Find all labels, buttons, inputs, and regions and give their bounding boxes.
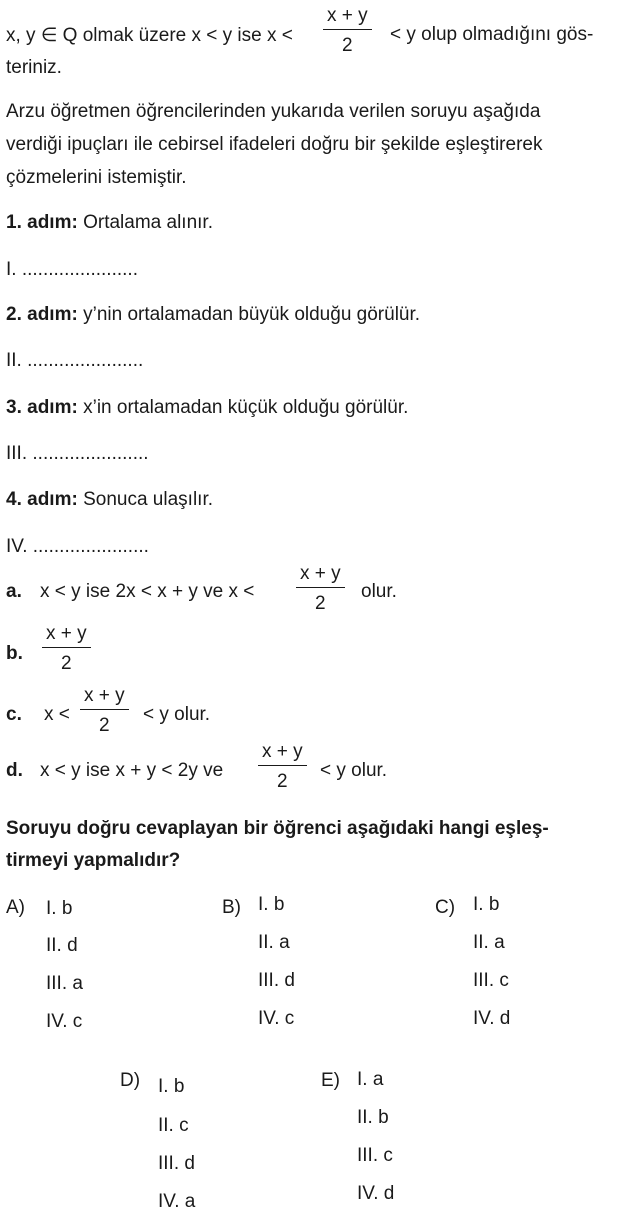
option-b-item-3: III. d [258, 970, 295, 991]
expression-a-pre: x < y ise 2x < x + y ve x < [40, 581, 255, 602]
blank-2 [6, 350, 143, 372]
option-b[interactable] [222, 897, 241, 919]
fraction-numerator: x + y [262, 741, 303, 762]
expression-c-fraction [80, 686, 129, 735]
option-a-item-3: III. a [46, 973, 83, 994]
expression-d-post: < y olur. [320, 760, 388, 781]
option-a-item-1: I. b [46, 898, 73, 919]
option-b-item-4: IV. c [258, 1008, 295, 1029]
fraction-numerator: x + y [300, 563, 341, 584]
option-e[interactable] [321, 1070, 340, 1092]
option-a-item-4: IV. c [46, 1011, 83, 1032]
step-1 [6, 212, 213, 234]
blank-dots: ...................... [27, 350, 144, 371]
expression-a-post: olur. [361, 581, 397, 602]
step-text: y’nin ortalamadan büyük olduğu görülür. [77, 304, 421, 325]
fraction-numerator: x + y [84, 685, 125, 706]
step-text: Ortalama alınır. [77, 212, 213, 233]
expression-b-fraction [42, 624, 91, 673]
expression-a-fraction [296, 564, 345, 613]
option-d[interactable] [120, 1070, 140, 1092]
option-e-item-1: I. a [357, 1069, 384, 1090]
prompt-line1: Soruyu doğru cevaplayan bir öğrenci aşağıdaki hangi eşleş- [6, 818, 549, 839]
prompt-line2: tirmeyi yapmalıdır? [6, 850, 181, 871]
step-text: Sonuca ulaşılır. [77, 489, 214, 510]
blank-dots: ...................... [21, 259, 138, 280]
option-b-item-1: I. b [258, 894, 285, 915]
question-line1-end: < y olup olmadığını gös- [390, 24, 594, 45]
option-letter: D) [120, 1070, 141, 1091]
step-3 [6, 397, 408, 419]
step-label: 3. adım: [6, 397, 78, 418]
blank-label: IV. [6, 536, 28, 557]
blank-4 [6, 536, 149, 558]
fraction-numerator: x + y [327, 5, 368, 26]
option-d-item-2: II. c [158, 1115, 189, 1136]
intro-line2: verdiği ipuçları ile cebirsel ifadeleri doğru bir şekilde eşleştirerek [6, 134, 543, 155]
fraction-denominator: 2 [99, 715, 110, 736]
question-line1-start: x, y ∈ Q olmak üzere x < y ise x < [6, 25, 293, 46]
step-label: 4. adım: [6, 489, 78, 510]
blank-dots: ...................... [32, 443, 149, 464]
step-label: 2. adım: [6, 304, 78, 325]
step-text: x’in ortalamadan küçük olduğu görülür. [77, 397, 409, 418]
expression-b-letter: b. [6, 643, 23, 664]
fraction-denominator: 2 [342, 35, 353, 56]
expression-d-fraction [258, 742, 307, 791]
option-letter: E) [321, 1070, 340, 1091]
expression-c-post: < y olur. [143, 704, 211, 725]
blank-dots: ...................... [32, 536, 149, 557]
option-b-item-2: II. a [258, 932, 290, 953]
fraction-denominator: 2 [61, 653, 72, 674]
expression-c-letter: c. [6, 704, 22, 725]
blank-1 [6, 259, 138, 281]
fraction-denominator: 2 [277, 771, 288, 792]
option-e-item-3: III. c [357, 1145, 393, 1166]
blank-label: I. [6, 259, 17, 280]
option-e-item-4: IV. d [357, 1183, 395, 1204]
step-label: 1. adım: [6, 212, 78, 233]
option-c-item-1: I. b [473, 894, 500, 915]
fraction-denominator: 2 [315, 593, 326, 614]
blank-label: III. [6, 443, 28, 464]
expression-d-letter: d. [6, 760, 23, 781]
fraction-numerator: x + y [46, 623, 87, 644]
expression-c-pre: x < [44, 704, 70, 725]
option-c-item-3: III. c [473, 970, 509, 991]
expression-d-pre: x < y ise x + y < 2y ve [40, 760, 224, 781]
intro-line1: Arzu öğretmen öğrencilerinden yukarıda verilen soruyu aşağıda [6, 101, 541, 122]
option-d-item-4: IV. a [158, 1191, 196, 1212]
option-a-item-2: II. d [46, 935, 78, 956]
option-letter: C) [435, 897, 456, 918]
question-fraction [323, 6, 372, 55]
option-e-item-2: II. b [357, 1107, 389, 1128]
step-4 [6, 489, 213, 511]
option-c-item-2: II. a [473, 932, 505, 953]
option-c-item-4: IV. d [473, 1008, 511, 1029]
blank-3 [6, 443, 149, 465]
expression-a-letter: a. [6, 581, 22, 602]
option-letter: A) [6, 897, 25, 918]
option-c[interactable] [435, 897, 455, 919]
step-2 [6, 304, 420, 326]
question-line2: teriniz. [6, 57, 62, 78]
option-d-item-1: I. b [158, 1076, 185, 1097]
option-letter: B) [222, 897, 241, 918]
blank-label: II. [6, 350, 22, 371]
intro-line3: çözmelerini istemiştir. [6, 167, 187, 188]
option-a[interactable] [6, 897, 25, 919]
option-d-item-3: III. d [158, 1153, 195, 1174]
